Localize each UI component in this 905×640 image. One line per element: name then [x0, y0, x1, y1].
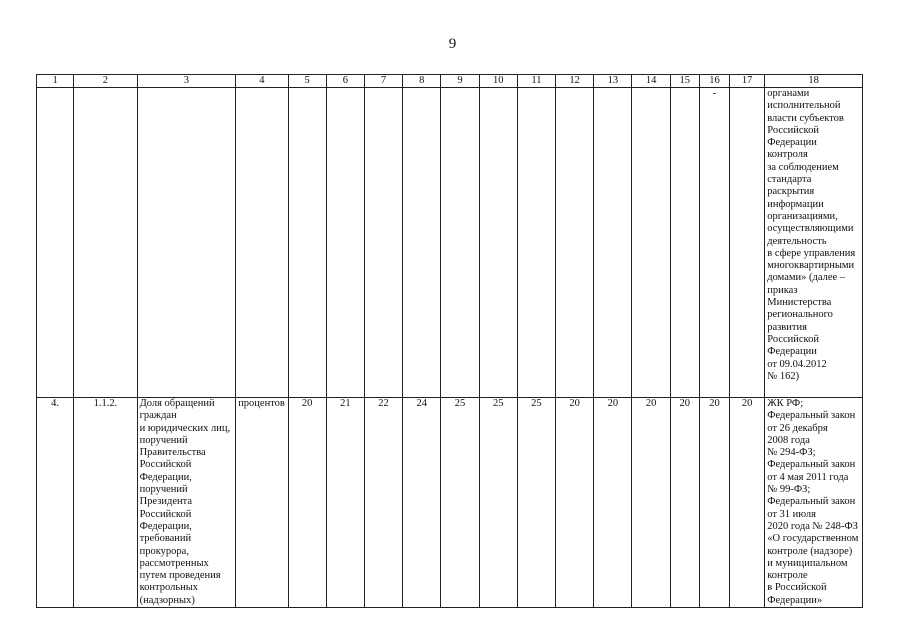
table-cell-col-1: [37, 88, 74, 398]
table-cell-col-7: [364, 88, 402, 398]
column-header-1: 1: [37, 75, 74, 88]
table-cell-col-1: 4.: [37, 398, 74, 608]
column-header-11: 11: [517, 75, 555, 88]
table-cell-col-13: [594, 88, 632, 398]
column-header-9: 9: [441, 75, 479, 88]
table-cell-col-12: [556, 88, 594, 398]
column-header-4: 4: [236, 75, 288, 88]
column-header-16: 16: [699, 75, 729, 88]
page-number: 9: [448, 36, 457, 52]
table-cell-col-8: [403, 88, 441, 398]
table-cell-col-4: процентов: [236, 398, 288, 608]
indicators-table: [36, 74, 863, 608]
table-cell-col-17: [730, 88, 765, 398]
table-cell-col-15: 20: [670, 398, 699, 608]
table-row-indicator-4: [37, 398, 863, 608]
column-header-3: 3: [137, 75, 236, 88]
table-cell-col-9: 25: [441, 398, 479, 608]
column-header-14: 14: [632, 75, 670, 88]
column-header-7: 7: [364, 75, 402, 88]
table-cell-col-2: [74, 88, 137, 398]
column-header-5: 5: [288, 75, 326, 88]
column-header-2: 2: [74, 75, 137, 88]
table-cell-col-13: 20: [594, 398, 632, 608]
table-cell-col-6: [326, 88, 364, 398]
column-header-6: 6: [326, 75, 364, 88]
table-cell-col-2: 1.1.2.: [74, 398, 137, 608]
table-cell-col-7: 22: [364, 398, 402, 608]
column-number-row: [37, 75, 863, 88]
column-header-18: 18: [765, 75, 863, 88]
table-cell-col-14: [632, 88, 670, 398]
column-header-10: 10: [479, 75, 517, 88]
table-cell-col-10: 25: [479, 398, 517, 608]
column-header-17: 17: [730, 75, 765, 88]
table-cell-col-3: [137, 88, 236, 398]
table-cell-col-18: органами исполнительной власти субъектов Российской Федерации контроля за соблюдением стандарта раскрытия информации организациями, осуществляющими деятельность в сфере управления многоквартирными домами» (далее – приказ Министерства регионального развития Российской Федерации от 09.04.2012 № 162): [765, 88, 863, 398]
table-cell-col-10: [479, 88, 517, 398]
table-cell-col-17: 20: [730, 398, 765, 608]
table-cell-col-15: [670, 88, 699, 398]
column-header-8: 8: [403, 75, 441, 88]
table-cell-col-11: [517, 88, 555, 398]
table-cell-col-16: 20: [699, 398, 729, 608]
table-cell-col-4: [236, 88, 288, 398]
column-header-15: 15: [670, 75, 699, 88]
table-cell-col-8: 24: [403, 398, 441, 608]
table-cell-col-5: [288, 88, 326, 398]
table-cell-col-3: Доля обращений граждан и юридических лиц, поручений Правительства Российской Федерации, поручений Президента Российской Федерации, требований прокурора, рассмотренных путем проведения контрольных (надзорных): [137, 398, 236, 608]
table-cell-col-18: ЖК РФ; Федеральный закон от 26 декабря 2008 года № 294-ФЗ; Федеральный закон от 4 мая 2011 года № 99-ФЗ; Федеральный закон от 31 июля 2020 года № 248-ФЗ «О государственном контроле (надзоре) и муниципальном контроле в Российской Федерации»: [765, 398, 863, 608]
table-cell-col-16: -: [699, 88, 729, 398]
column-header-13: 13: [594, 75, 632, 88]
table-cell-col-9: [441, 88, 479, 398]
table-row-continuation: [37, 88, 863, 398]
table-cell-col-6: 21: [326, 398, 364, 608]
table-cell-col-12: 20: [556, 398, 594, 608]
table-cell-col-14: 20: [632, 398, 670, 608]
column-header-12: 12: [556, 75, 594, 88]
table-cell-col-11: 25: [517, 398, 555, 608]
table-cell-col-5: 20: [288, 398, 326, 608]
